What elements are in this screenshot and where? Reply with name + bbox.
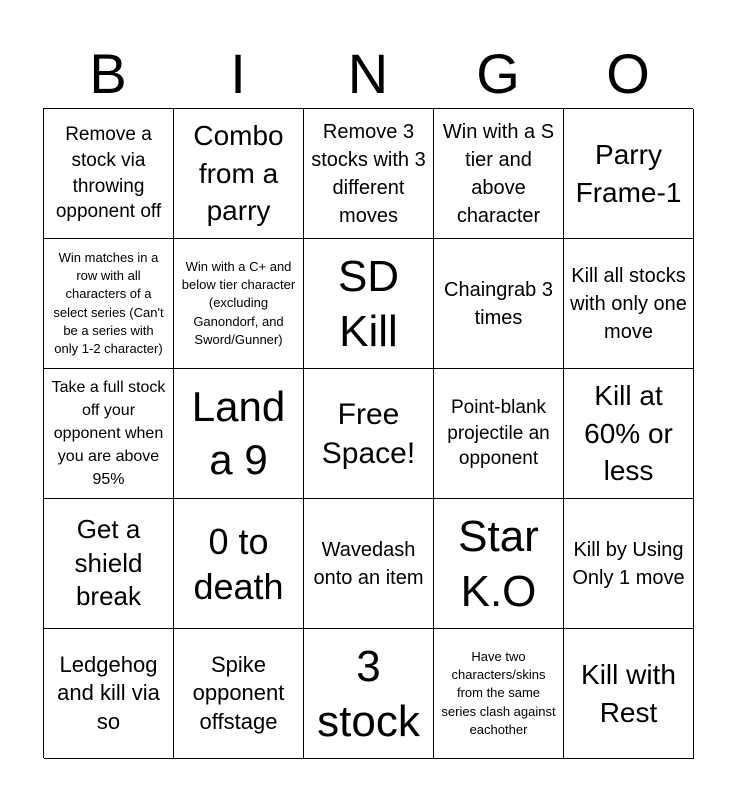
bingo-cell[interactable]: Ledgehog and kill via so — [44, 629, 174, 759]
bingo-cell[interactable]: Kill with Rest — [564, 629, 694, 759]
header-letter-g: G — [476, 42, 520, 105]
bingo-cell[interactable]: Kill all stocks with only one move — [564, 239, 694, 369]
header-letter-b: B — [89, 42, 127, 105]
bingo-cell[interactable]: Spike opponent offstage — [174, 629, 304, 759]
bingo-cell[interactable]: 3 stock — [304, 629, 434, 759]
bingo-cell[interactable]: Remove a stock via throwing opponent off — [44, 109, 174, 239]
bingo-cell[interactable]: Star K.O — [434, 499, 564, 629]
bingo-cell[interactable]: SD Kill — [304, 239, 434, 369]
bingo-cell[interactable]: Point-blank projectile an opponent — [434, 369, 564, 499]
bingo-cell[interactable]: Remove 3 stocks with 3 different moves — [304, 109, 434, 239]
header-letter-i: I — [230, 42, 246, 105]
bingo-cell[interactable]: Win with a S tier and above character — [434, 109, 564, 239]
bingo-board — [43, 108, 693, 758]
bingo-cell[interactable]: Get a shield break — [44, 499, 174, 629]
header-letter-o: O — [606, 42, 650, 105]
bingo-cell[interactable]: Combo from a parry — [174, 109, 304, 239]
bingo-cell[interactable]: Kill at 60% or less — [564, 369, 694, 499]
bingo-cell[interactable]: Chaingrab 3 times — [434, 239, 564, 369]
bingo-cell[interactable]: Land a 9 — [174, 369, 304, 499]
bingo-cell[interactable]: Win with a C+ and below tier character (excluding Ganondorf, and Sword/Gunner) — [174, 239, 304, 369]
bingo-cell[interactable]: Take a full stock off your opponent when you are above 95% — [44, 369, 174, 499]
bingo-cell[interactable]: Parry Frame-1 — [564, 109, 694, 239]
bingo-cell[interactable]: Kill by Using Only 1 move — [564, 499, 694, 629]
bingo-cell[interactable]: 0 to death — [174, 499, 304, 629]
bingo-cell[interactable]: Wavedash onto an item — [304, 499, 434, 629]
bingo-cell[interactable]: Have two characters/skins from the same series clash against eachother — [434, 629, 564, 759]
bingo-header — [43, 40, 693, 108]
header-letter-n: N — [347, 42, 389, 105]
bingo-cell[interactable]: Win matches in a row with all characters of a select series (Can't be a series with only 1-2 character) — [44, 239, 174, 369]
free-space-cell[interactable]: Free Space! — [304, 369, 434, 499]
